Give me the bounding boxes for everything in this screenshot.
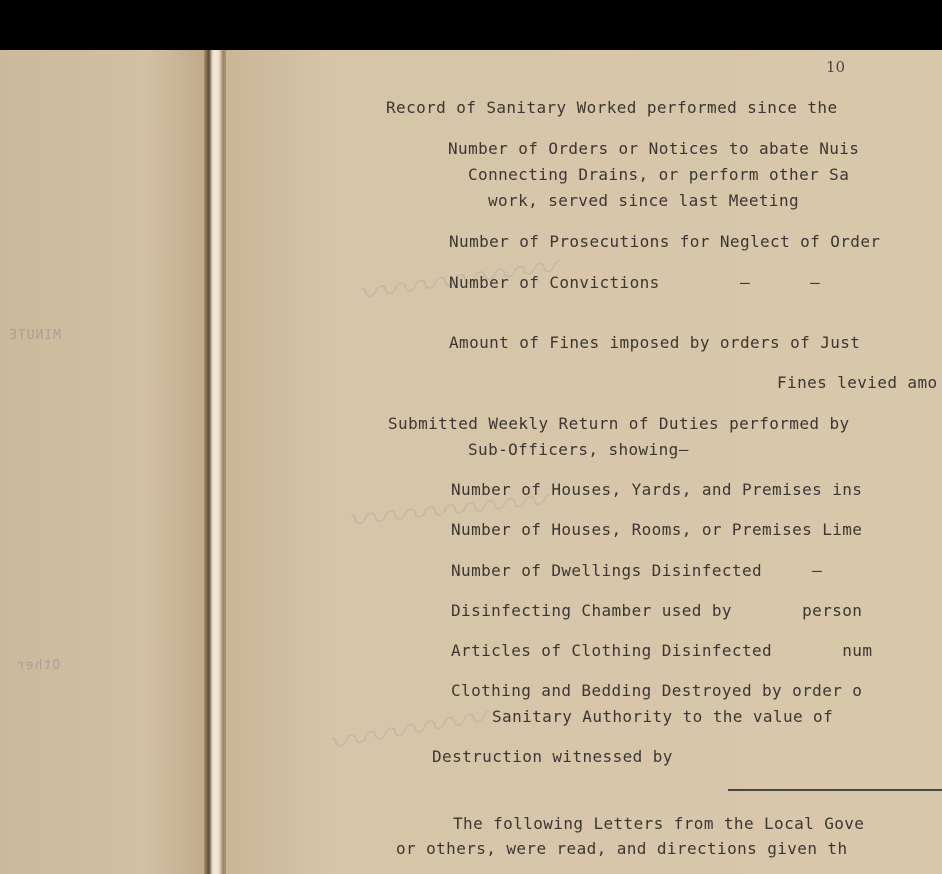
text-line: Number of Houses, Yards, and Premises ins [451,480,863,499]
heading-line: Record of Sanitary Worked performed since the [386,98,838,117]
text-line: Sanitary Authority to the value of [492,707,834,726]
text-line: The following Letters from the Local Gove [453,814,865,833]
signature-rule [728,789,942,791]
text-line: Disinfecting Chamber used by person [451,601,863,620]
page-number: 10 [826,58,846,76]
handwriting-bleed: 〰〰〰〰〰 [344,478,549,546]
text-line: Connecting Drains, or perform other Sa [468,165,850,184]
text-line: Clothing and Bedding Destroyed by order o [451,681,863,700]
text-line: Number of Orders or Notices to abate Nuis [448,139,860,158]
text-line: work, served since last Meeting [488,191,800,210]
text-line: Sub-Officers, showing— [468,440,689,459]
text-line: Fines levied amo [777,373,938,392]
text-line: Number of Houses, Rooms, or Premises Lime [451,520,863,539]
text-line: Submitted Weekly Return of Duties performed by [388,414,850,433]
text-line: Number of Dwellings Disinfected – [451,561,823,580]
text-line: Amount of Fines imposed by orders of Just [449,333,861,352]
book-scan [0,50,942,874]
handwriting-bleed: 〰〰〰〰〰 [354,245,559,319]
left-page [0,50,210,874]
text-line: Destruction witnessed by [432,747,673,766]
handwriting-bleed: 〰〰〰〰 [323,695,490,769]
text-line: or others, were read, and directions given th [396,839,848,858]
bleed-through-label: Other [16,658,61,673]
bleed-through-heading: MINUTE [8,328,61,343]
text-line: Number of Prosecutions for Neglect of Order [449,232,881,251]
text-line: Articles of Clothing Disinfected num [451,641,873,660]
text-line: Number of Convictions – – [449,273,821,292]
